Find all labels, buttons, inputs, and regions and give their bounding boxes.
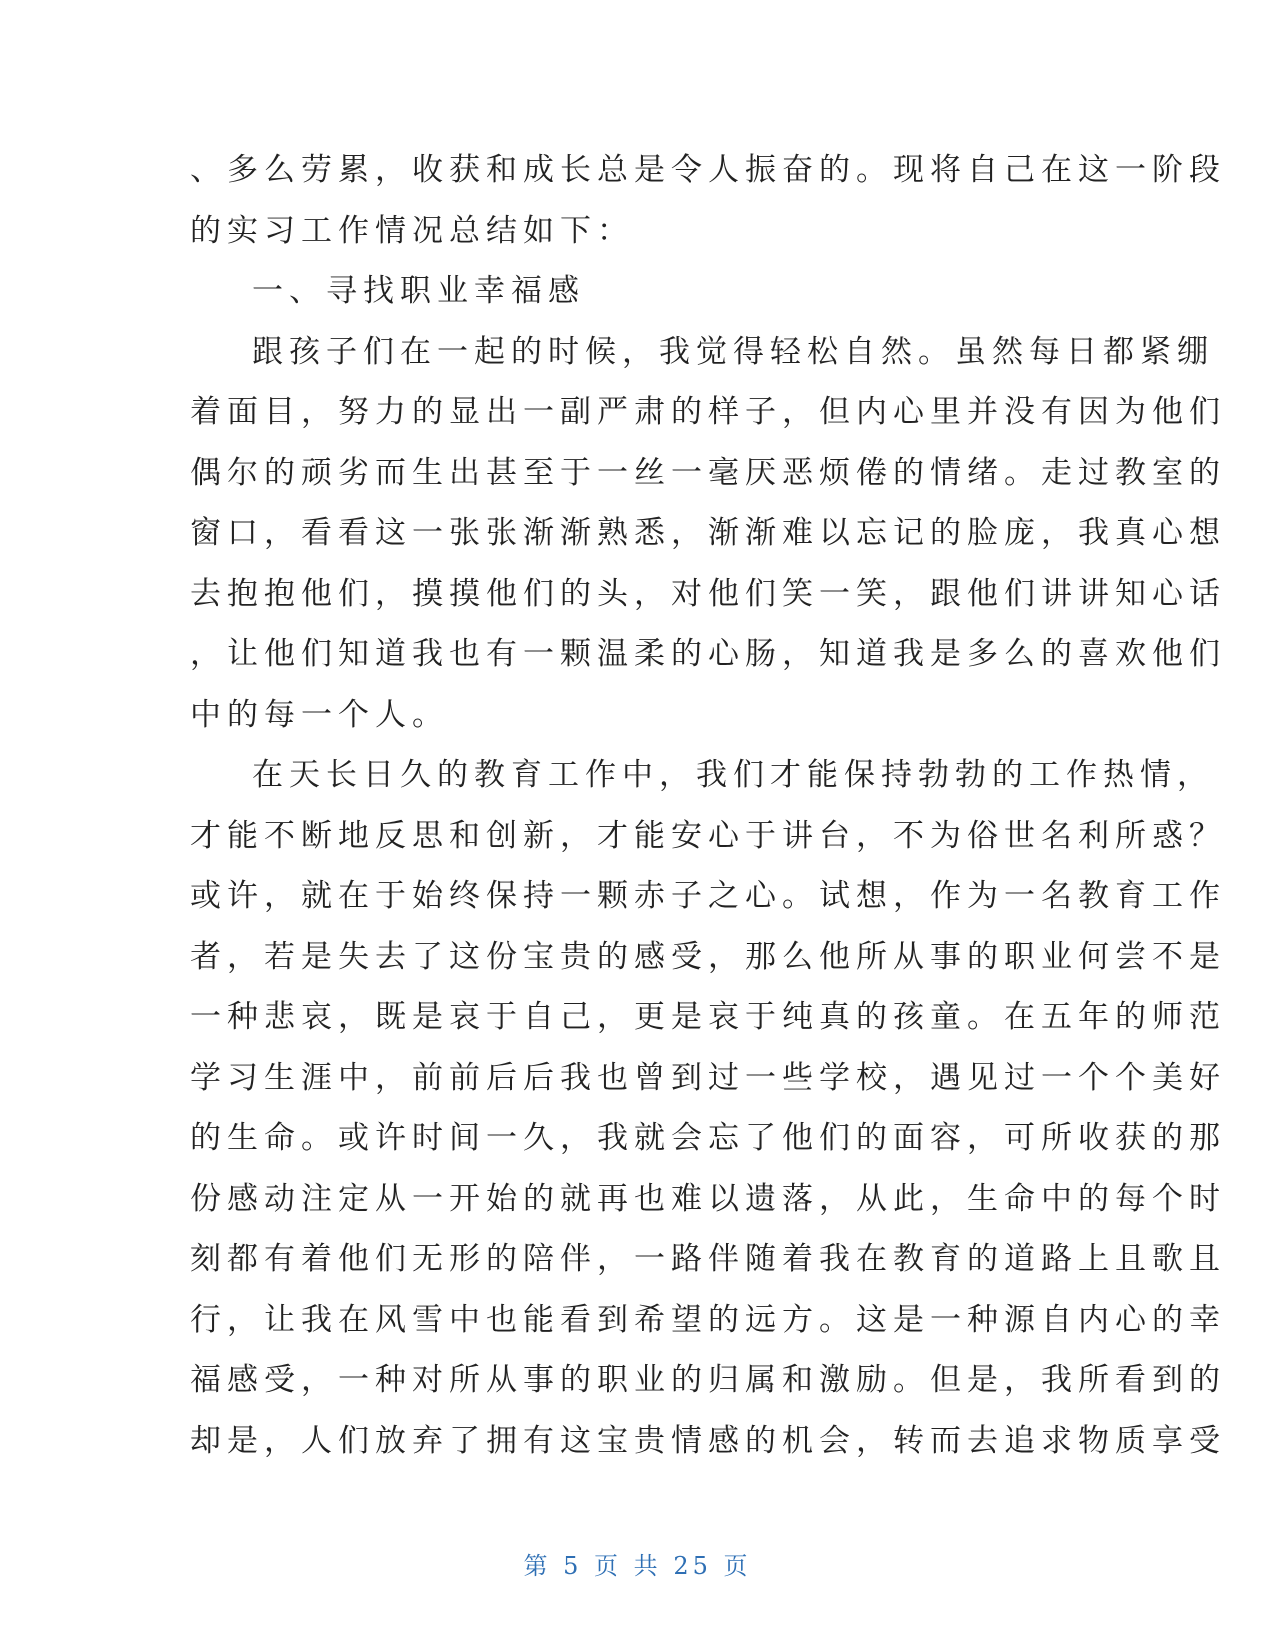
text-line: 一种悲哀，既是哀于自己，更是哀于纯真的孩童。在五年的师范: [190, 999, 1226, 1035]
text-line: 的生命。或许时间一久，我就会忘了他们的面容，可所收获的那: [190, 1120, 1226, 1156]
text-line: 者，若是失去了这份宝贵的感受，那么他所从事的职业何尝不是: [190, 938, 1226, 975]
text-line: 、多么劳累，收获和成长总是令人振奋的。现将自己在这一阶段: [190, 152, 1226, 188]
text-line: 福感受，一种对所从事的职业的归属和激励。但是，我所看到的: [190, 1362, 1226, 1398]
text-line: 刻都有着他们无形的陪伴，一路伴随着我在教育的道路上且歌且: [190, 1241, 1226, 1277]
document-body: [190, 140, 1226, 1471]
text-line: 行，让我在风雪中也能看到希望的远方。这是一种源自内心的幸: [190, 1301, 1226, 1338]
text-line: 在天长日久的教育工作中，我们才能保持勃勃的工作热情，: [252, 757, 1214, 793]
text-line: ，让他们知道我也有一颗温柔的心肠，知道我是多么的喜欢他们: [190, 636, 1226, 672]
text-line: 才能不断地反思和创新，才能安心于讲台，不为俗世名利所惑？: [190, 817, 1226, 854]
total-page-count: 25: [673, 1552, 712, 1580]
text-line: 学习生涯中，前前后后我也曾到过一些学校，遇见过一个个美好: [190, 1059, 1226, 1096]
text-line: 跟孩子们在一起的时候，我觉得轻松自然。虽然每日都紧绷: [252, 333, 1214, 370]
text-line: 却是，人们放弃了拥有这宝贵情感的机会，转而去追求物质享受: [190, 1422, 1226, 1459]
section-heading: 一、寻找职业幸福感: [252, 273, 585, 309]
text-line: 去抱抱他们，摸摸他们的头，对他们笑一笑，跟他们讲讲知心话: [190, 575, 1226, 612]
current-page-number: 5: [563, 1552, 583, 1580]
text-line: 中的每一个人。: [190, 696, 449, 733]
page-footer: [0, 1546, 1275, 1581]
footer-suffix: 页: [723, 1552, 752, 1580]
text-line: 偶尔的顽劣而生出甚至于一丝一毫厌恶烦倦的情绪。走过教室的: [190, 454, 1226, 491]
text-line: 着面目，努力的显出一副严肃的样子，但内心里并没有因为他们: [190, 394, 1226, 430]
text-line: 份感动注定从一开始的就再也难以遗落，从此，生命中的每个时: [190, 1180, 1226, 1217]
footer-prefix: 第: [523, 1552, 552, 1580]
text-line: 的实习工作情况总结如下：: [190, 212, 634, 249]
text-line: 或许，就在于始终保持一颗赤子之心。试想，作为一名教育工作: [190, 878, 1226, 914]
footer-middle: 页 共: [594, 1552, 662, 1580]
text-line: 窗口，看看这一张张渐渐熟悉，渐渐难以忘记的脸庞，我真心想: [190, 515, 1226, 551]
